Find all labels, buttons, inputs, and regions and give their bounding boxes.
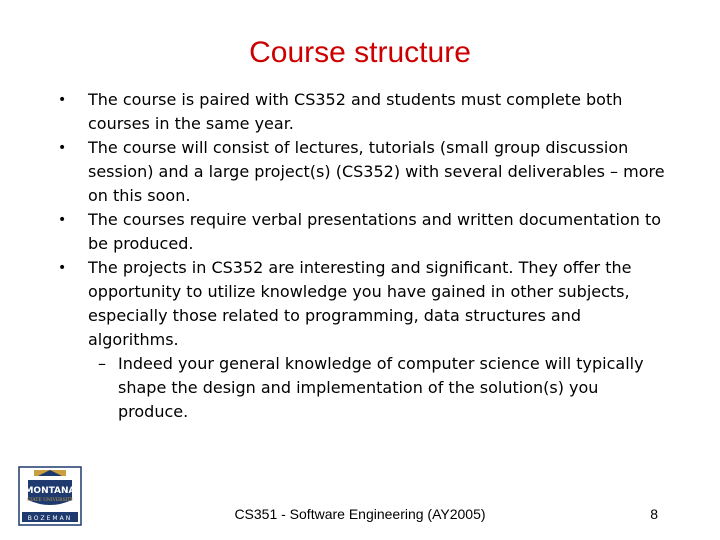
logo-line1: MONTANA (24, 486, 76, 496)
logo-line2: STATE UNIVERSITY (26, 498, 74, 503)
bullet-item (58, 256, 673, 352)
bullet-item (58, 208, 673, 256)
bullet-item (58, 136, 673, 208)
bullet-icon: • (58, 212, 67, 228)
logo-line3: BOZEMAN (27, 515, 73, 522)
bullet-icon: • (58, 260, 67, 276)
sub-bullet-item (88, 352, 673, 424)
bullet-text: The courses require verbal presentations and written documentation to be produced. (88, 210, 662, 253)
bullet-text: The projects in CS352 are interesting and significant. They offer the opportunity to utilize knowledge you have gained in other subjects, especially those related to programming, data structures and algorithms. (88, 258, 632, 349)
bullet-text: The course will consist of lectures, tutorials (small group discussion session) and a large project(s) (CS352) with several deliverables – more on this soon. (88, 138, 665, 205)
slide-title: Course structure (249, 36, 471, 69)
bullet-text: The course is paired with CS352 and students must complete both courses in the same year. (88, 90, 623, 133)
dash-icon: – (98, 354, 106, 373)
sub-bullet-text: Indeed your general knowledge of computer science will typically shape the design and implementation of the solution(s) you produce. (118, 354, 644, 421)
page-number: 8 (650, 506, 658, 522)
footer-text: CS351 - Software Engineering (AY2005) (234, 506, 486, 522)
bullet-item (58, 88, 673, 136)
bullet-list (58, 88, 673, 424)
bullet-icon: • (58, 140, 67, 156)
bullet-icon: • (58, 92, 67, 108)
